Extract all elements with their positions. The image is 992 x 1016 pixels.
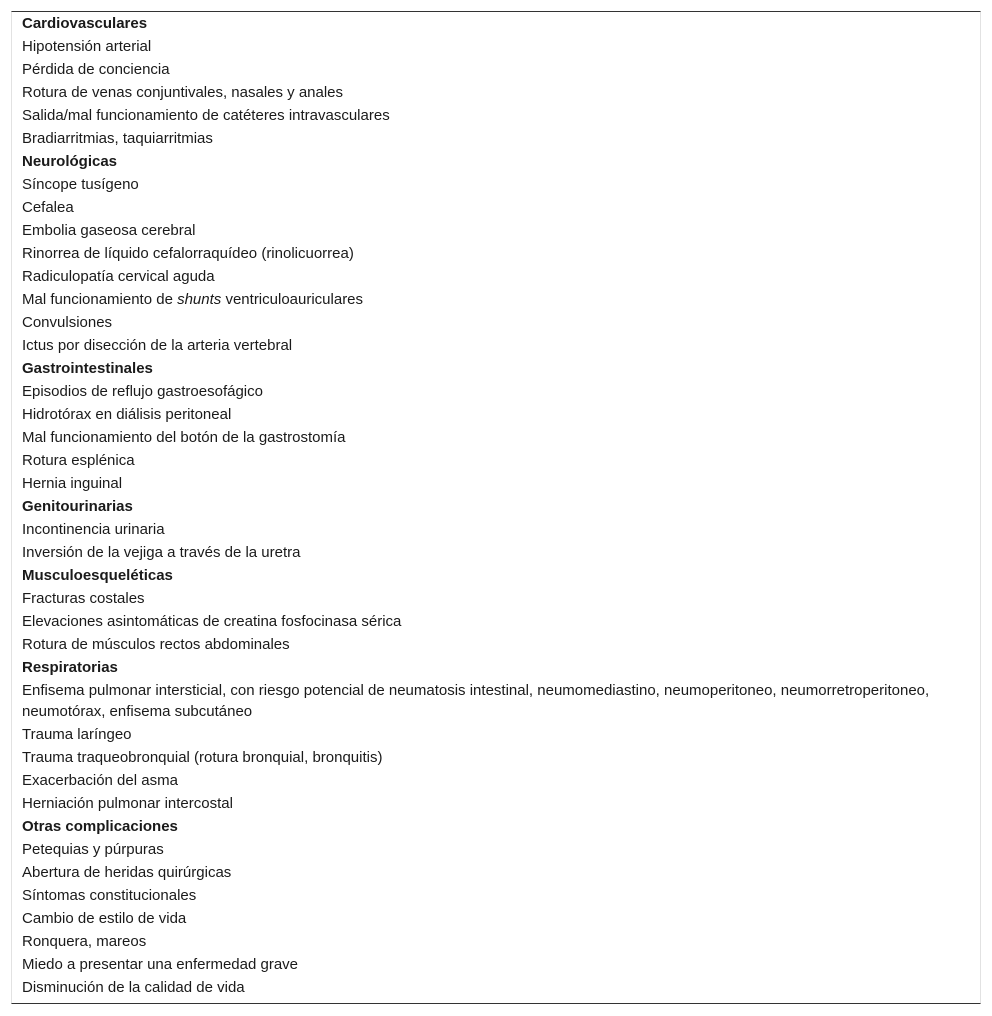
complications-table (11, 11, 981, 1004)
complications-table-body (12, 12, 980, 998)
table-row: Rotura de músculos rectos abdominales (22, 636, 290, 653)
table-row: Hernia inguinal (22, 475, 123, 492)
table-row: Radiculopatía cervical aguda (22, 268, 215, 285)
table-row: Petequias y púrpuras (22, 841, 164, 858)
table-row: Trauma laríngeo (22, 726, 132, 743)
table-row: Salida/mal funcionamiento de catéteres intravasculares (22, 107, 390, 124)
table-row: Mal funcionamiento del botón de la gastrostomía (22, 429, 346, 446)
table-row: Trauma traqueobronquial (rotura bronquial, bronquitis) (22, 749, 383, 766)
table-row: Convulsiones (22, 314, 113, 331)
section-heading: Gastrointestinales (22, 360, 153, 377)
table-row: Exacerbación del asma (22, 772, 178, 789)
table-row: Elevaciones asintomáticas de creatina fosfocinasa sérica (22, 613, 402, 630)
table-row: Hipotensión arterial (22, 38, 152, 55)
table-row: Bradiarritmias, taquiarritmias (22, 130, 213, 147)
table-row: Miedo a presentar una enfermedad grave (22, 956, 299, 973)
table-row: Incontinencia urinaria (22, 521, 165, 538)
table-row: Disminución de la calidad de vida (22, 979, 245, 996)
table-row: Síntomas constitucionales (22, 887, 197, 904)
table-row: Enfisema pulmonar intersticial, con riesgo potencial de neumatosis intestinal, neumomediastino, neumoperitoneo, neumorretroperitoneo, neumotórax, enfisema subcutáneo (22, 682, 930, 720)
table-row: Embolia gaseosa cerebral (22, 222, 196, 239)
table-row: Ronquera, mareos (22, 933, 147, 950)
section-heading: Respiratorias (22, 659, 118, 676)
table-row: Fracturas costales (22, 590, 145, 607)
section-heading: Cardiovasculares (22, 15, 148, 32)
section-heading: Musculoesqueléticas (22, 567, 173, 584)
table-row: Síncope tusígeno (22, 176, 139, 193)
table-row: Rotura de venas conjuntivales, nasales y anales (22, 84, 344, 101)
table-row: Cefalea (22, 199, 74, 216)
table-row: Abertura de heridas quirúrgicas (22, 864, 232, 881)
section-heading: Neurológicas (22, 153, 118, 170)
table-row: Pérdida de conciencia (22, 61, 170, 78)
section-heading: Otras complicaciones (22, 818, 178, 835)
table-row: Inversión de la vejiga a través de la uretra (22, 544, 301, 561)
section-heading: Genitourinarias (22, 498, 133, 515)
table-row: Ictus por disección de la arteria vertebral (22, 337, 293, 354)
table-row: Mal funcionamiento de shunts ventriculoauriculares (22, 291, 364, 308)
table-row: Herniación pulmonar intercostal (22, 795, 233, 812)
table-row: Rinorrea de líquido cefalorraquídeo (rinolicuorrea) (22, 245, 354, 262)
emphasis-text: shunts (177, 291, 222, 308)
table-row: Cambio de estilo de vida (22, 910, 187, 927)
table-row: Hidrotórax en diálisis peritoneal (22, 406, 232, 423)
table-row: Episodios de reflujo gastroesofágico (22, 383, 263, 400)
table-row: Rotura esplénica (22, 452, 135, 469)
